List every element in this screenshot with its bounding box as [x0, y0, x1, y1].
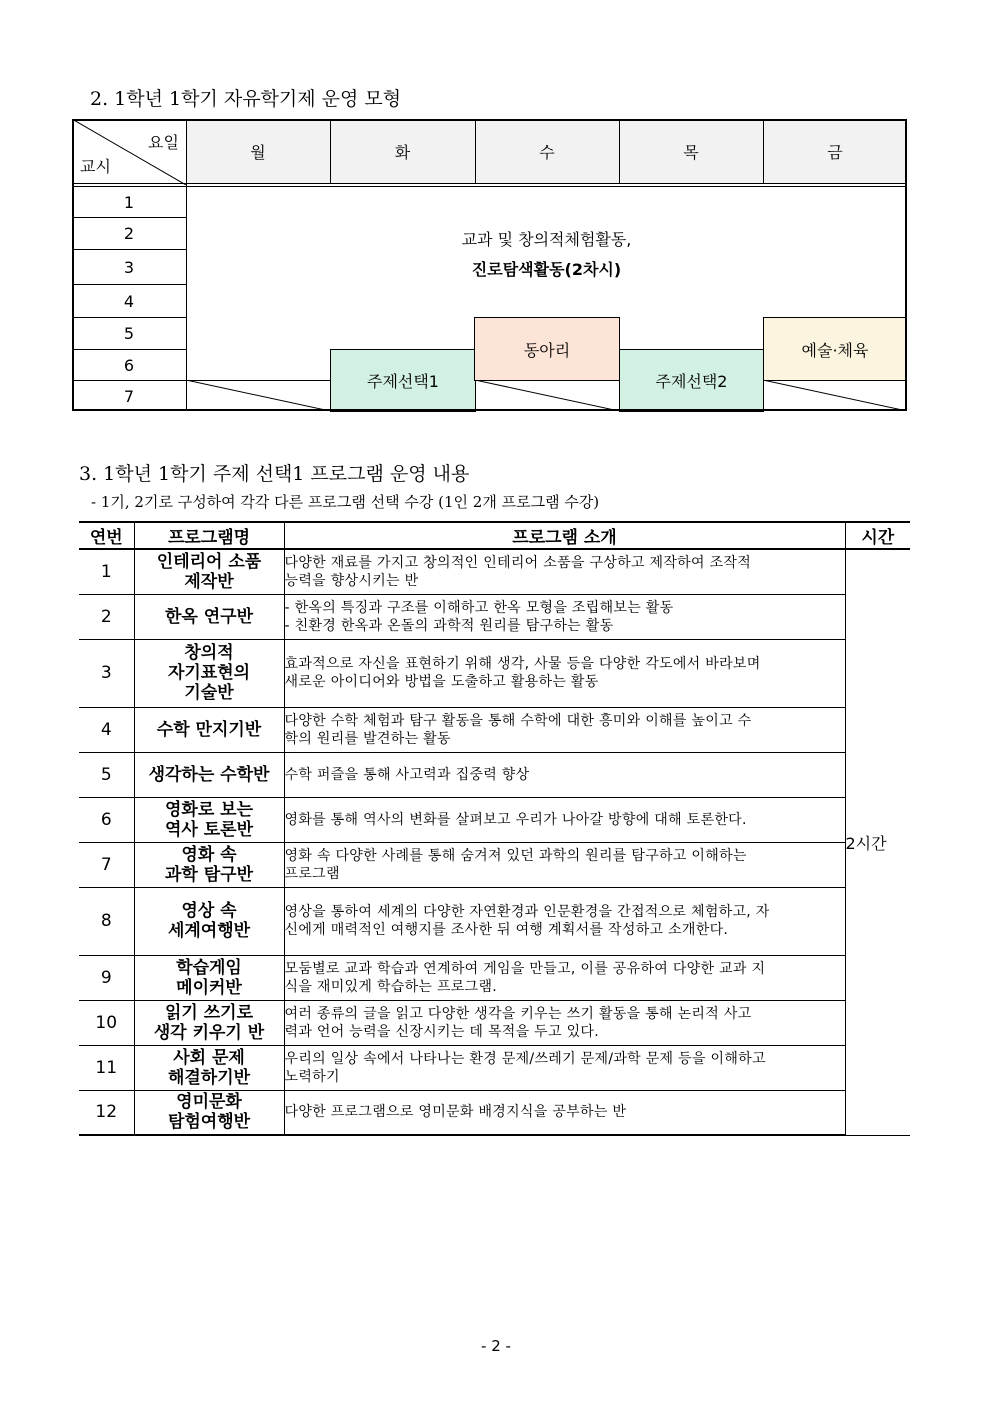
row-no: 4	[79, 707, 134, 752]
weekly-schedule-model	[72, 119, 907, 411]
row-program-name: 학습게임 메이커반	[134, 955, 284, 1000]
row-program-desc: 다양한 재료를 가지고 창의적인 인테리어 소품을 구상하고 제작하여 조작적 능력을 향상시키는 반	[284, 549, 845, 594]
row-program-name: 영미문화 탐험여행반	[134, 1090, 284, 1135]
day-header-thu: 목	[683, 143, 699, 162]
row-program-desc: 우리의 일상 속에서 나타나는 환경 문제/쓰레기 문제/과학 문제 등을 이해하고 노력하기	[284, 1045, 845, 1090]
header-program-name: 프로그램명	[134, 522, 284, 549]
row-no: 2	[79, 594, 134, 639]
row-program-desc: 모둠별로 교과 학습과 연계하여 게임을 만들고, 이를 공유하여 다양한 교과 지 식을 재미있게 학습하는 프로그램.	[284, 955, 845, 1000]
row-program-desc: 다양한 수학 체험과 탐구 활동을 통해 수학에 대한 흥미와 이해를 높이고 수 학의 원리를 발견하는 활동	[284, 707, 845, 752]
row-program-name: 영화 속 과학 탐구반	[134, 842, 284, 887]
row-no: 12	[79, 1090, 134, 1135]
table-row	[79, 549, 910, 594]
row-no: 3	[79, 639, 134, 707]
period-3: 3	[123, 257, 135, 277]
program-table	[79, 521, 910, 1136]
table-row	[79, 639, 910, 707]
day-header-mon: 월	[250, 143, 266, 162]
period-2: 2	[123, 224, 135, 243]
row-no: 7	[79, 842, 134, 887]
period-1: 1	[123, 192, 135, 212]
row-program-name: 수학 만지기반	[134, 707, 284, 752]
row-program-name: 영화로 보는 역사 토론반	[134, 797, 284, 842]
row-program-desc: 여러 종류의 글을 읽고 다양한 생각을 키우는 쓰기 활동을 통해 논리적 사고 력과 언어 능력을 신장시키는 데 목적을 두고 있다.	[284, 1000, 845, 1045]
main-block-line2: 진로탐색활동(2차시)	[471, 260, 622, 279]
row-program-name: 영상 속 세계여행반	[134, 887, 284, 955]
period-4: 4	[123, 291, 135, 311]
row-no: 1	[79, 549, 134, 594]
table-header-row	[79, 522, 910, 549]
table-row	[79, 797, 910, 842]
header-program-intro: 프로그램 소개	[284, 522, 845, 549]
header-no: 연번	[79, 522, 134, 549]
row-no: 11	[79, 1045, 134, 1090]
section2-title: 2. 1학년 1학기 자유학기제 운영 모형	[90, 88, 402, 110]
table-row	[79, 594, 910, 639]
row-program-desc: - 한옥의 특징과 구조를 이해하고 한옥 모형을 조립해보는 활동 - 친환경 한옥과 온돌의 과학적 원리를 탐구하는 활동	[284, 594, 845, 639]
day-header-tue: 화	[394, 143, 411, 162]
row-program-desc: 영화를 통해 역사의 변화를 살펴보고 우리가 나아갈 방향에 대해 토론한다.	[284, 797, 845, 842]
section3-title: 3. 1학년 1학기 주제 선택1 프로그램 운영 내용	[79, 463, 470, 485]
row-no: 8	[79, 887, 134, 955]
row-program-desc: 영상을 통하여 세계의 다양한 자연환경과 인문환경을 간접적으로 체험하고, 자 신에게 매력적인 여행지를 조사한 뒤 여행 계획서를 작성하고 소개한다.	[284, 887, 845, 955]
block-club: 동아리	[474, 317, 620, 381]
row-program-name: 사회 문제 해결하기반	[134, 1045, 284, 1090]
day-header-wed: 수	[539, 143, 555, 162]
table-row	[79, 1000, 910, 1045]
table-row	[79, 752, 910, 797]
row-program-name: 인테리어 소품 제작반	[134, 549, 284, 594]
block-topic-select-1: 주제선택1	[330, 349, 476, 412]
row-program-desc: 영화 속 다양한 사례를 통해 숨겨져 있던 과학의 원리를 탐구하고 이해하는 프로그램	[284, 842, 845, 887]
period-7: 7	[123, 386, 135, 406]
hours-cell: 2시간	[845, 549, 910, 1135]
main-block-line1: 교과 및 창의적체험활동,	[461, 230, 632, 249]
table-row	[79, 1090, 910, 1135]
block-arts-sports: 예술·체육	[763, 317, 907, 381]
row-no: 10	[79, 1000, 134, 1045]
table-row	[79, 955, 910, 1000]
table-row	[79, 707, 910, 752]
row-no: 5	[79, 752, 134, 797]
period-5: 5	[123, 324, 135, 343]
table-row	[79, 1045, 910, 1090]
row-no: 9	[79, 955, 134, 1000]
main-block-label	[186, 225, 907, 285]
row-program-desc: 효과적으로 자신을 표현하기 위해 생각, 사물 등을 다양한 각도에서 바라보며 새로운 아이디어와 방법을 도출하고 활용하는 활동	[284, 639, 845, 707]
corner-day-label: 요일	[148, 133, 179, 152]
section3-subtitle: - 1기, 2기로 구성하여 각각 다른 프로그램 선택 수강 (1인 2개 프로그램 수강)	[91, 493, 600, 511]
header-hours: 시간	[845, 522, 910, 549]
row-program-name: 읽기 쓰기로 생각 키우기 반	[134, 1000, 284, 1045]
row-program-name: 한옥 연구반	[134, 594, 284, 639]
corner-period-label: 교시	[80, 157, 111, 176]
page-number: - 2 -	[481, 1337, 511, 1355]
row-program-name: 창의적 자기표현의 기술반	[134, 639, 284, 707]
block-topic-select-2: 주제선택2	[619, 349, 764, 412]
row-no: 6	[79, 797, 134, 842]
day-header-fri: 금	[827, 143, 843, 162]
period-6: 6	[123, 355, 135, 375]
row-program-name: 생각하는 수학반	[134, 752, 284, 797]
table-row	[79, 842, 910, 887]
table-row	[79, 887, 910, 955]
row-program-desc: 수학 퍼즐을 통해 사고력과 집중력 향상	[284, 752, 845, 797]
row-program-desc: 다양한 프로그램으로 영미문화 배경지식을 공부하는 반	[284, 1090, 845, 1135]
